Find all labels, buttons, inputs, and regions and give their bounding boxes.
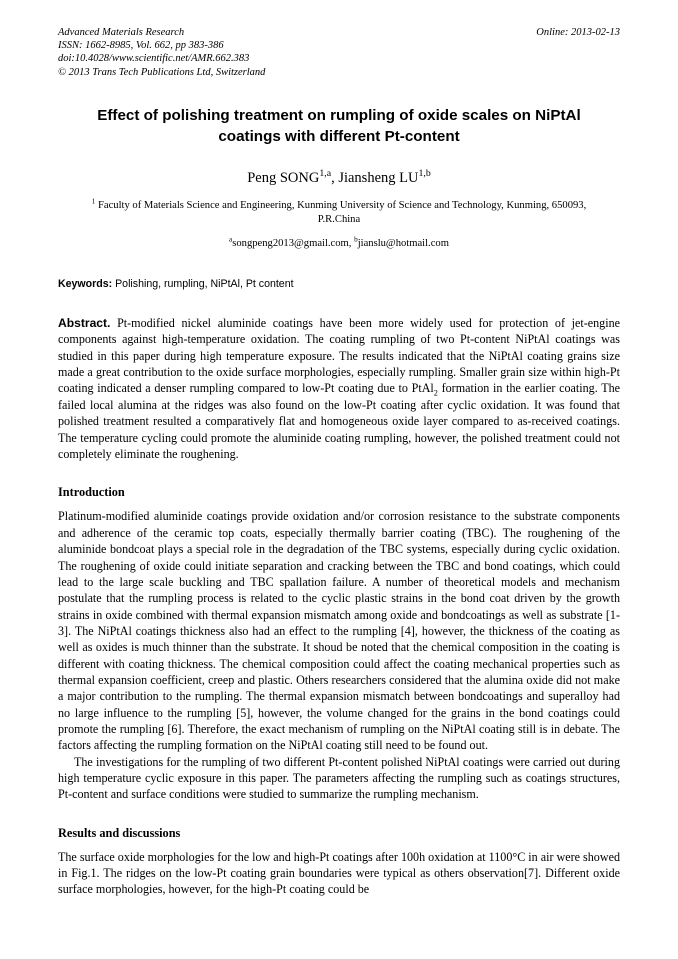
abstract-text-part-1: Pt-modified nickel aluminide coatings have been more widely used for protection of jet-engine components against high-temperature oxidation. The coating rumpling of two Pt-content NiPtAl coatings was studied in this paper during high temperature exposure. The results indicated that the NiPtAl coating grains size made a great contribution to the oxide surface morphologies, especially rumpling. Smaller grain size within high-Pt coating indicated a denser rumpling compared to low-Pt coating due to PtAl bbox=[58, 315, 620, 396]
affiliation-marker: 1 bbox=[91, 197, 96, 206]
abstract-text-part-2: formation in the earlier coating. The failed local alumina at the ridges was also found on the low-Pt coating after cyclic oxidation. It was found that polished treatment resulted a comparatively flat and homogeneous oxide layer compared to as-received coatings. The temperature cycling could promote the aluminide coating rumpling, however, the polished treatment could not completely eliminate the roughening. bbox=[58, 381, 621, 462]
email-a: songpeng2013@gmail.com, bbox=[232, 237, 355, 249]
introduction-paragraph-1: Platinum-modified aluminide coatings provide oxidation and/or corrosion resistance to the substrate components and adherence of the ceramic top coats, especially thermally barrier coating (TBC). The roughening of the aluminide bondcoat plays a special role in the degradation of the TBC systems, especially during cyclic oxidation. The roughening of oxide could initiate separation and cracking between the TBC and bond coatings, which could lead to the large scale buckling and TBC spallation failure. A number of theoretical models and mechanism postulate that the rumpling process is related to the cyclic plastic strains in the bond coat driven by the growth strains in oxide combined with thermal expansion mismatch among oxide and bondcoatings as well as substrate [1-3]. The NiPtAl coatings thickness also had an effect to the rumpling [4], however, the thickness of the coating as well as oxides is much thinner than the substrate. It shoud be noted that the chemical composition in the coating is different with coating thickness. The chemical composition could affect the coating mechanical properties such as thermal expansion coefficient, creep and plastic. Others researchers considered that the alumina oxide did not make a major contribution to the rumpling. The thermal expansion mismatch between bondcoatings and superalloy had no large influence to the rumpling [5], however, the volume changed for the grains in the bond coatings could promote the rumpling [6]. Therefore, the exact mechanism of rumpling on the NiPtAl coating still is in debate. The factors affecting the rumpling formation on the NiPtAl coating still need to be found out. bbox=[58, 509, 620, 753]
author-list bbox=[58, 169, 620, 188]
journal-copyright: © 2013 Trans Tech Publications Ltd, Switzerland bbox=[58, 66, 266, 78]
abstract-paragraph bbox=[58, 315, 620, 463]
results-paragraph-1: The surface oxide morphologies for the low and high-Pt coatings after 100h oxidation at 1100°C in air were showed in Fig.1. The ridges on the low-Pt coating grain boundaries were typical as others observation[7]. Different oxide surface morphologies, however, for the high-Pt coating could be bbox=[58, 849, 620, 897]
journal-issn: ISSN: 1662-8985, Vol. 662, pp 383-386 bbox=[58, 40, 224, 52]
page-title: Effect of polishing treatment on rumpling of oxide scales on NiPtAl coatings with different Pt-content bbox=[97, 106, 581, 145]
email-b-marker: b bbox=[354, 235, 358, 244]
section-heading-results: Results and discussions bbox=[58, 825, 181, 840]
abstract-subscript: 2 bbox=[433, 388, 438, 398]
keywords-value: Polishing, rumpling, NiPtAl, Pt content bbox=[112, 277, 294, 290]
author-two-name: , Jiansheng LU bbox=[331, 169, 419, 186]
online-date: Online: 2013-02-13 bbox=[536, 27, 620, 38]
section-heading-introduction: Introduction bbox=[58, 485, 125, 500]
author-two-affil-marker: 1,b bbox=[418, 167, 431, 179]
page-header bbox=[58, 26, 620, 79]
keywords-line bbox=[58, 277, 620, 291]
journal-name: Advanced Materials Research bbox=[58, 27, 185, 38]
keywords-label: Keywords: bbox=[58, 277, 113, 290]
introduction-paragraph-2: The investigations for the rumpling of two different Pt-content polished NiPtAl coatings were carried out during high temperature cyclic exposure in this paper. The parameters affecting the rumpling such as coatings structures, Pt-content and surface conditions were studied to summarize the rumpling mechanism. bbox=[58, 754, 620, 802]
email-b: jianslu@hotmail.com bbox=[357, 237, 449, 249]
affiliation bbox=[58, 199, 620, 228]
author-one-affil-marker: 1,a bbox=[319, 167, 332, 179]
author-one-name: Peng SONG bbox=[247, 169, 320, 186]
author-emails bbox=[58, 237, 620, 251]
affiliation-text: Faculty of Materials Science and Engineering, Kunming University of Science and Technology, Kunming, 650093, P.R.China bbox=[98, 199, 587, 226]
abstract-label: Abstract. bbox=[58, 315, 111, 330]
email-a-marker: a bbox=[229, 235, 233, 244]
journal-doi: doi:10.4028/www.scientific.net/AMR.662.383 bbox=[58, 53, 250, 65]
